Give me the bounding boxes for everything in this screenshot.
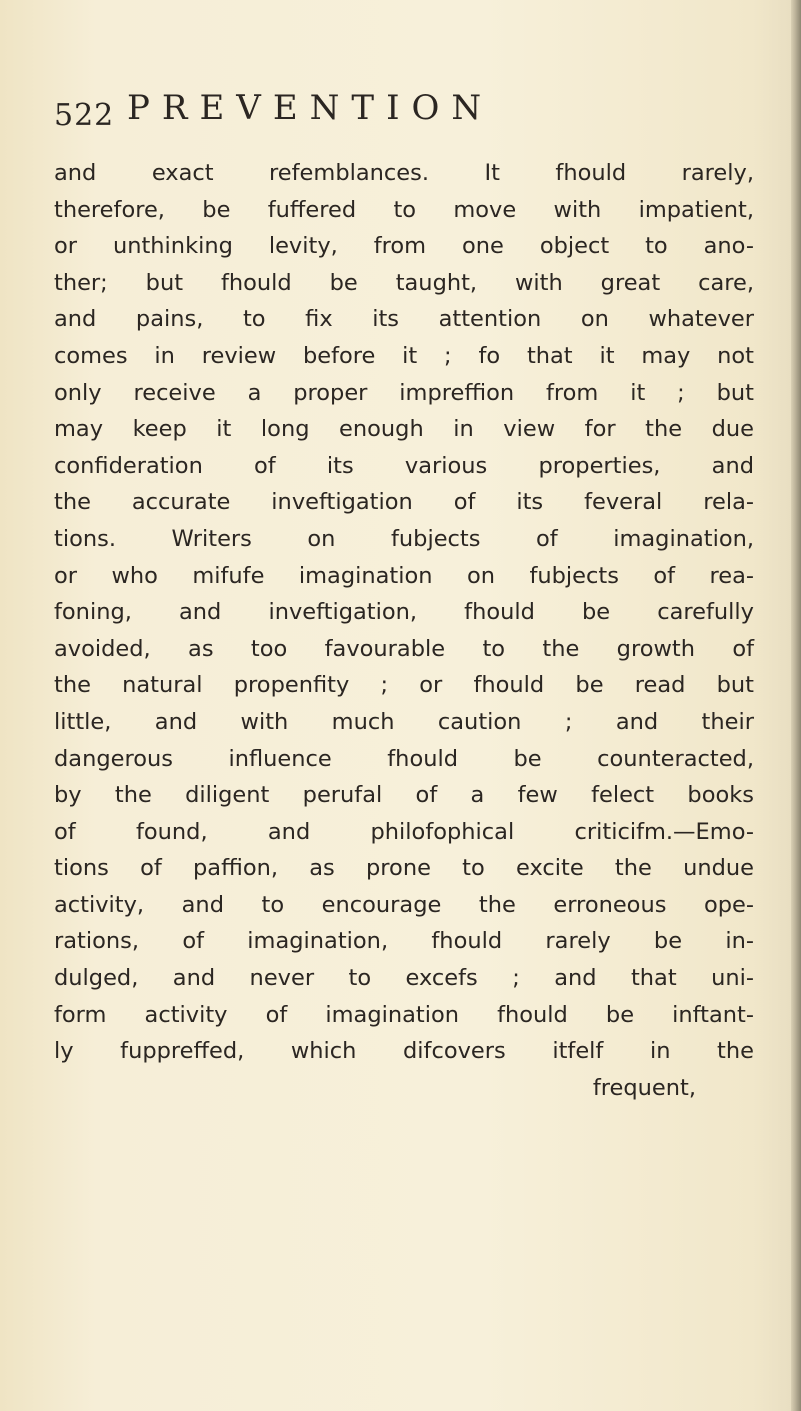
text-line: ly fuppreffed, which difcovers itfelf in the <box>54 1038 754 1065</box>
text-line: confideration of its various properties, and <box>54 452 754 479</box>
running-head: PREVENTION <box>127 88 494 128</box>
text-line: tions of paffion, as prone to excite the undue <box>54 855 754 882</box>
text-line: avoided, as too favourable to the growth of <box>54 635 754 662</box>
text-line: and exact refemblances. It fhould rarely, <box>54 160 754 186</box>
text-line: by the diligent perufal of a few felect books <box>54 782 754 809</box>
text-line: form activity of imagination fhould be inftant- <box>54 1001 754 1028</box>
text-line: foning, and inveftigation, fhould be carefully <box>54 599 754 626</box>
text-line: or who mifufe imagination on fubjects of rea- <box>54 562 754 589</box>
catchword: frequent, <box>592 1074 696 1101</box>
text-line: comes in review before it ; fo that it may not <box>54 342 754 369</box>
text-line: dulged, and never to excefs ; and that uni- <box>54 965 754 992</box>
text-line: and pains, to fix its attention on whatever <box>54 306 754 333</box>
text-line: only receive a proper impreffion from it ; but <box>54 379 754 406</box>
body-text <box>54 155 754 1106</box>
text-line: of found, and philofophical criticifm.—Emo- <box>54 818 754 845</box>
text-line: little, and with much caution ; and their <box>54 708 754 735</box>
text-line: the accurate inveftigation of its feveral rela- <box>54 489 754 516</box>
text-line: rations, of imagination, fhould rarely be in- <box>54 928 754 955</box>
page-edge <box>791 0 801 1411</box>
text-line: activity, and to encourage the erroneous ope- <box>54 891 754 918</box>
text-line: therefore, be fuffered to move with impatient, <box>54 196 754 223</box>
text-line: tions. Writers on fubjects of imagination, <box>54 525 754 552</box>
page-header <box>54 88 754 138</box>
text-line: may keep it long enough in view for the due <box>54 416 754 443</box>
text-line: ther; but fhould be taught, with great care, <box>54 269 754 296</box>
text-line: or unthinking levity, from one object to ano- <box>54 233 754 260</box>
text-line: the natural propenfity ; or fhould be read but <box>54 672 754 699</box>
text-line: dangerous influence fhould be counteracted, <box>54 745 754 772</box>
page-number: 522 <box>54 98 115 133</box>
